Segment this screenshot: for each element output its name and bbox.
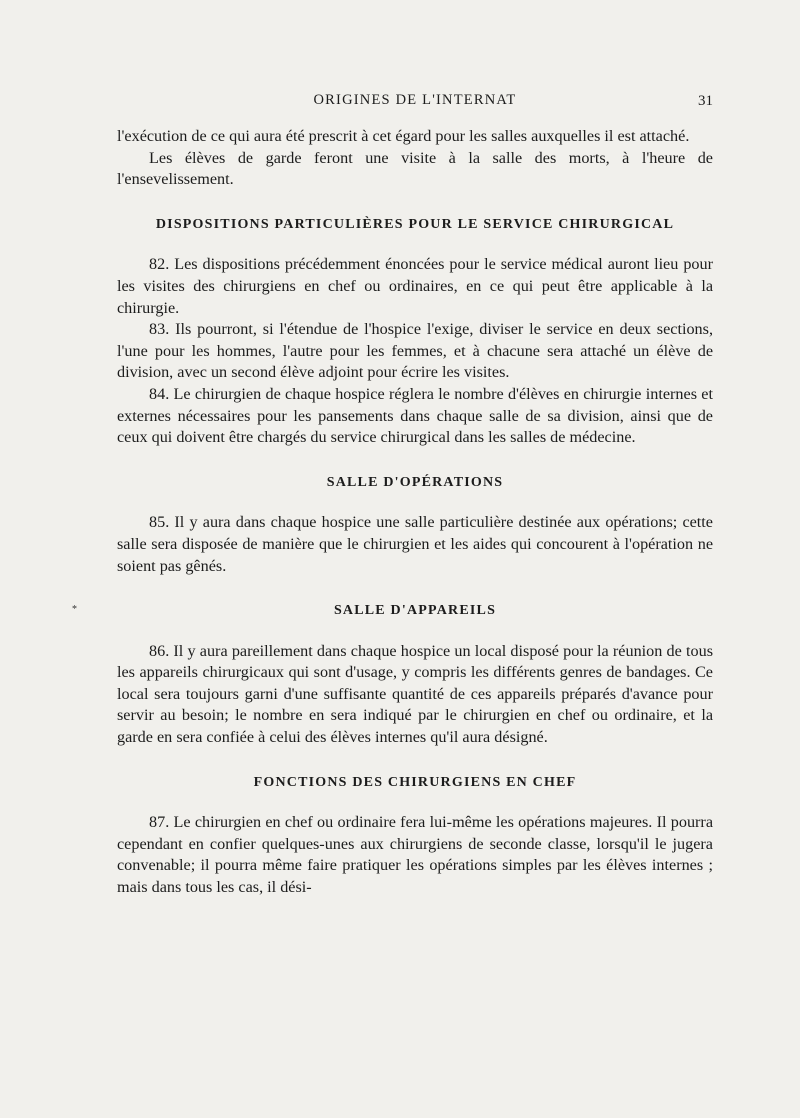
running-title: ORIGINES DE L'INTERNAT: [313, 92, 517, 108]
paragraph-82: 82. Les dispositions précédemment énoncées pour le service médical auront lieu pour les visites des chirurgiens en chef ou ordinaires, en ce qui peut être applicable à la chirurgie.: [117, 255, 713, 317]
paragraph-86: 86. Il y aura pareillement dans chaque hospice un local disposé pour la réunion de tous les appareils chirurgicaux qui sont d'usage, y compris les différents genres de bandages. Ce local sera toujours garni d'une suffisante quantité de ces appareils préparés d'avance pour servir au besoin; le nombre en sera indiqué par le chirurgien en chef ou ordinaire, et la garde en sera confiée à celui des élèves internes qu'il aura désigné.: [117, 641, 713, 747]
paragraph-84: 84. Le chirurgien de chaque hospice réglera le nombre d'élèves en chirurgie internes et externes nécessaires pour les pansements dans chaque salle de sa division, ainsi que de ceux qui doivent être chargés du service chirurgical dans les salles de médecine.: [117, 384, 713, 447]
section-heading-salle-appareils: SALLE D'APPAREILS: [333, 603, 497, 619]
margin-mark: *: [72, 604, 77, 615]
paragraph-83: 83. Ils pourront, si l'étendue de l'hospice l'exige, diviser le service en deux sections, l'une pour les hommes, l'autre pour les femmes, et à chacune sera attaché un élève de division, avec un second élève adjoint pour écrire les visites.: [117, 320, 713, 382]
paragraph-85: 85. Il y aura dans chaque hospice une salle particulière destinée aux opérations; cette salle sera disposée de manière que le chirurgien et les aides qui concourent à l'opération ne soient pas gênés.: [117, 513, 713, 575]
paragraph-garde: Les élèves de garde feront une visite à la salle des morts, à l'heure de l'ensevelissement.: [117, 148, 713, 189]
section-heading-salle-operations: SALLE D'OPÉRATIONS: [326, 474, 504, 490]
section-heading-fonctions-chirurgiens: FONCTIONS DES CHIRURGIENS EN CHEF: [253, 774, 577, 790]
paragraph-87: 87. Le chirurgien en chef ou ordinaire fera lui-même les opérations majeures. Il pourra cependant en confier quelques-unes aux chirurgiens de seconde classe, lorsqu'il le jugera convenable; il pourra même faire pratiquer les opérations simples par les élèves internes ; mais dans tous les cas, il dési-: [117, 813, 713, 897]
page-number: 31: [698, 93, 713, 109]
running-head: [117, 92, 713, 114]
text-block: [117, 126, 713, 899]
section-heading-service-chirurgical: DISPOSITIONS PARTICULIÈRES POUR LE SERVICE CHIRURGICAL: [155, 216, 675, 232]
paragraph-continuation: l'exécution de ce qui aura été prescrit à cet égard pour les salles auxquelles il est attaché.: [117, 127, 690, 145]
